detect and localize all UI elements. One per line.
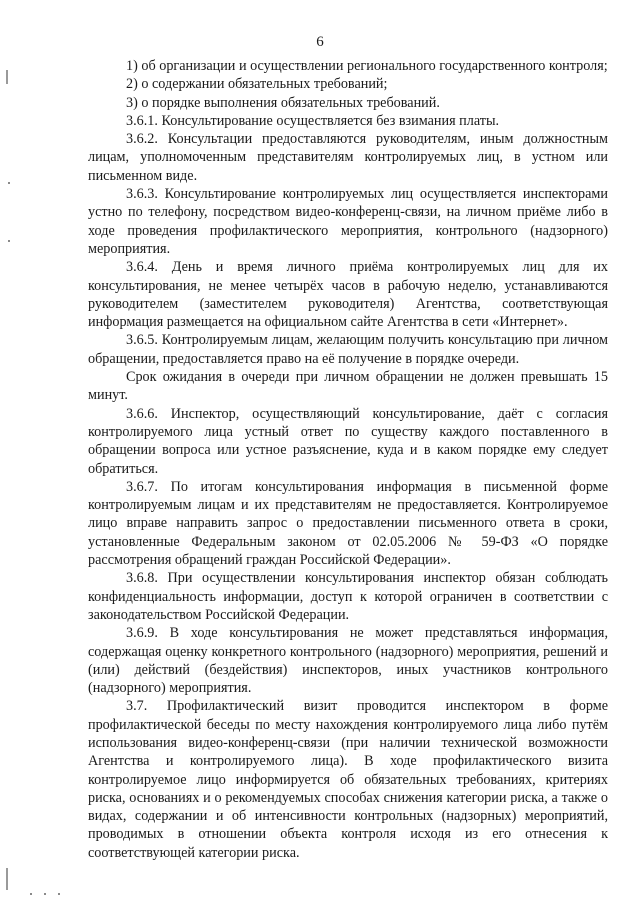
scan-dot bbox=[30, 893, 32, 895]
scan-dot bbox=[58, 893, 60, 895]
paragraph-3-6-1: 3.6.1. Консультирование осуществляется без взимания платы. bbox=[126, 112, 500, 129]
paragraph-3-6-6: 3.6.6. Инспектор, осуществляющий консультирование, даёт с согласия контролируемого лица устный ответ по существу каждого поставленного в обращении вопроса или устное разъяснение, куда и в каком порядке ему следует обратиться. bbox=[88, 405, 608, 477]
paragraph-3-6-8: 3.6.8. При осуществлении консультирования инспектор обязан соблюдать конфиденциальность информации, доступ к которой ограничен в соответствии с законодательством Российской Федерации. bbox=[88, 570, 608, 623]
paragraph-item-1: 1) об организации и осуществлении регионального государственного контроля; bbox=[126, 58, 608, 74]
paragraph-item-3: 3) о порядке выполнения обязательных требований. bbox=[126, 94, 440, 111]
scan-mark bbox=[6, 868, 8, 890]
paragraph-3-6-9: 3.6.9. В ходе консультирования не может представляться информация, содержащая оценку конкретного контрольного (надзорного) мероприятия, решений и (или) действий (бездействия) инспекторов, иных участников контрольного (надзорного) мероприятия. bbox=[88, 625, 608, 697]
paragraph-3-6-3: 3.6.3. Консультирование контролируемых лиц осуществляется инспекторами устно по телефону, посредством видео-конференц-связи, на личном приёме либо в ходе проведения профилактического мероприятия, контрольного (надзорного) мероприятия. bbox=[88, 186, 608, 257]
paragraph-item-2: 2) о содержании обязательных требований; bbox=[126, 76, 388, 93]
paragraph-3-6-2: 3.6.2. Консультации предоставляются руководителям, иным должностным лицам, уполномоченным представителям контролируемых лиц, в устном или письменном виде. bbox=[88, 131, 608, 184]
paragraph-3-6-4: 3.6.4. День и время личного приёма контролируемых лиц для их консультирования, не менее четырёх часов в рабочую неделю, устанавливаются руководителем (заместителем руководителя) Агентства, соответствующая информация размещается на официальном сайте Агентства в сети «Интернет». bbox=[88, 259, 608, 331]
scan-mark bbox=[6, 70, 8, 84]
paragraph-3-7: 3.7. Профилактический визит проводится инспектором в форме профилактической беседы по месту нахождения контролируемого лица либо путём использования видео-конференц-связи (при наличии технической возможности Агентства и контролируемого лица). В ходе профилактического визита контролируемое лицо информируется об обязательных требованиях, критериях риска, основаниях и о рекомендуемых способах снижения категории риска, а также о видах, содержании и об интенсивности контрольных (надзорных) мероприятий, проводимых в отношении объекта контроля исходя из его отнесения к соответствующей категории риска. bbox=[88, 698, 608, 861]
scan-dot bbox=[8, 182, 10, 184]
paragraph-queue-time: Срок ожидания в очереди при личном обращении не должен превышать 15 минут. bbox=[88, 369, 608, 404]
scan-dot bbox=[8, 240, 10, 242]
page-number: 6 bbox=[316, 34, 324, 50]
paragraph-3-6-5: 3.6.5. Контролируемым лицам, желающим получить консультацию при личном обращении, предоставляется право на её получение в порядке очереди. bbox=[88, 332, 608, 367]
paragraph-3-6-7: 3.6.7. По итогам консультирования информация в письменной форме контролируемым лицам и их представителям не предоставляется. Контролируемое лицо вправе направить запрос о предоставлении письменного ответа в сроки, установленные Федеральным законом от 02.05.2006 № 59-ФЗ «О порядке рассмотрения обращений граждан Российской Федерации». bbox=[88, 478, 608, 569]
document-body bbox=[88, 57, 608, 862]
scan-dot bbox=[44, 893, 46, 895]
